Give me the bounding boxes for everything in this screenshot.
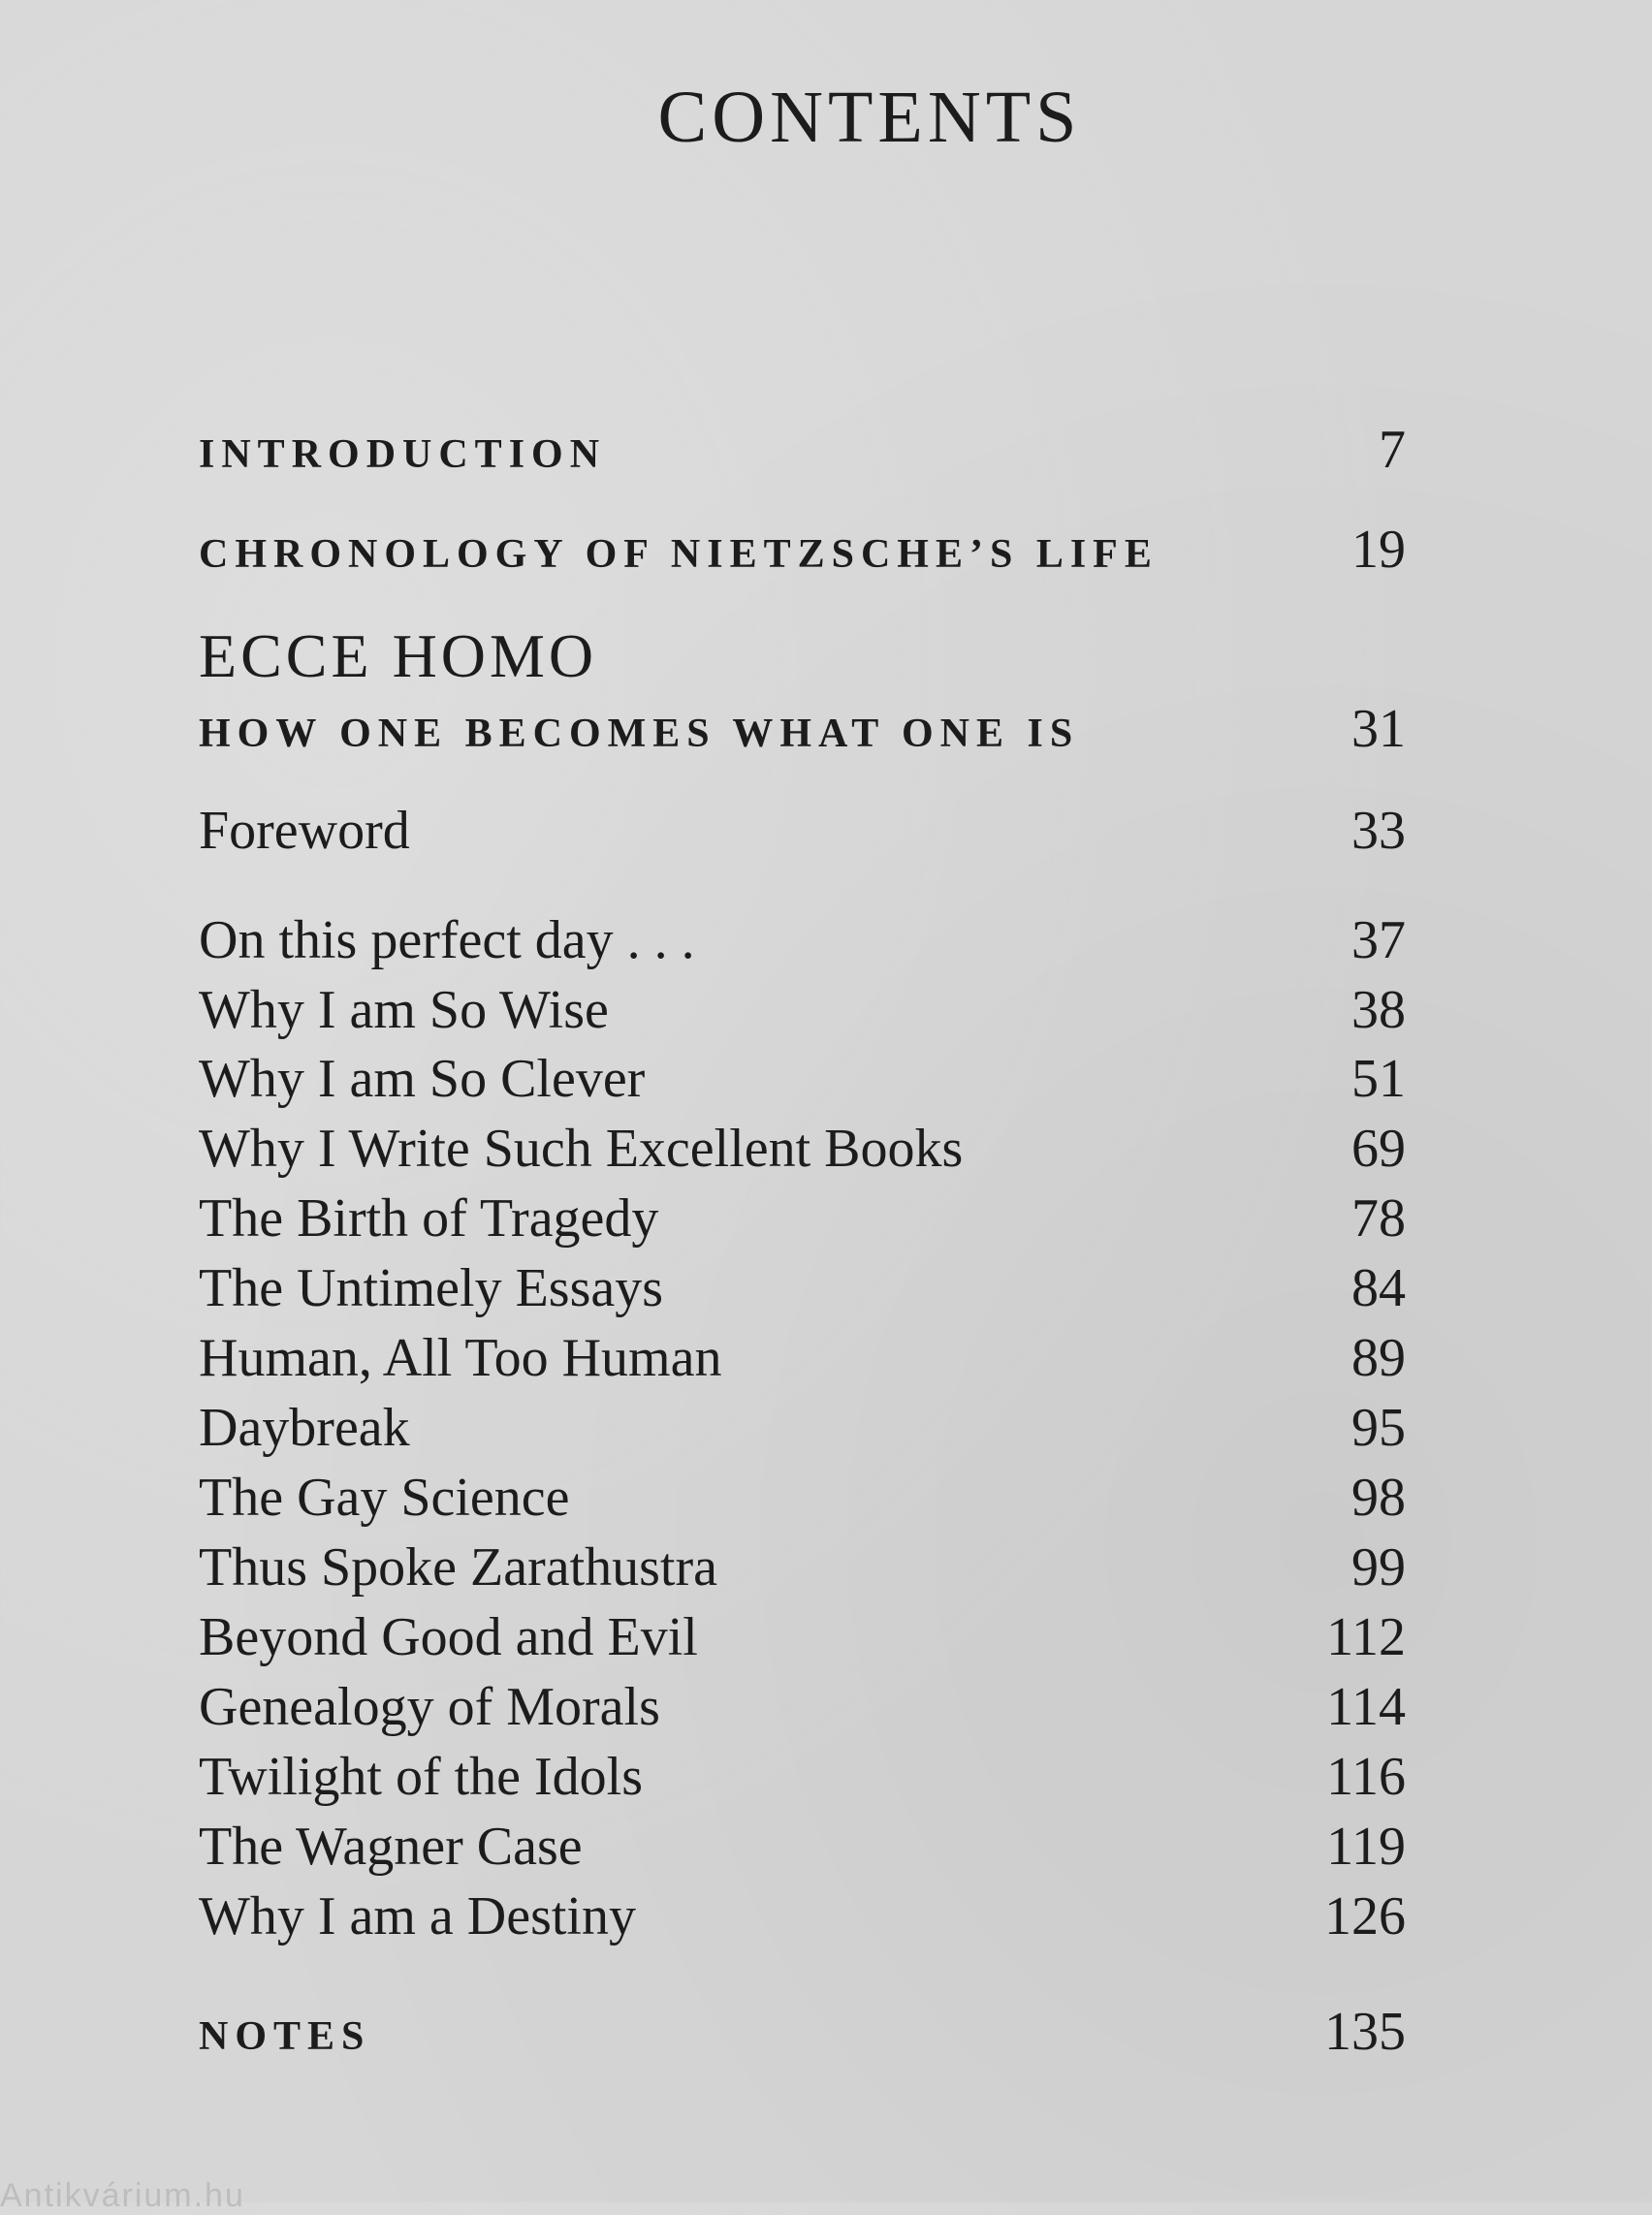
toc-entry-page: 99 xyxy=(1351,1537,1406,1598)
page-title: CONTENTS xyxy=(657,77,1082,158)
toc-entry-page: 19 xyxy=(1351,520,1406,580)
toc-entry-notes[interactable] xyxy=(199,2001,1406,2063)
toc-entry-chapter[interactable] xyxy=(199,1467,1406,1529)
toc-entry-label: Why I am So Wise xyxy=(199,980,609,1040)
toc-entry-label: CHRONOLOGY OF NIETZSCHE’S LIFE xyxy=(199,532,1159,577)
toc-entry-introduction[interactable] xyxy=(199,419,1406,481)
toc-entry-page: 31 xyxy=(1351,699,1406,759)
toc-entry-chronology[interactable] xyxy=(199,519,1406,581)
toc-entry-label: Daybreak xyxy=(199,1398,410,1458)
part-title: ECCE HOMO xyxy=(199,621,598,690)
toc-entry-page: 98 xyxy=(1351,1468,1406,1528)
toc-entry-page: 126 xyxy=(1324,1886,1406,1946)
toc-entry-page: 119 xyxy=(1326,1817,1406,1877)
toc-entry-page: 51 xyxy=(1351,1049,1406,1109)
toc-entry-label: The Wagner Case xyxy=(199,1817,583,1877)
toc-entry-chapter[interactable] xyxy=(199,979,1406,1041)
toc-entry-label: HOW ONE BECOMES WHAT ONE IS xyxy=(199,712,1080,756)
watermark: Antikvárium.hu xyxy=(0,2177,245,2214)
toc-entry-label: Human, All Too Human xyxy=(199,1328,722,1388)
toc-entry-chapter[interactable] xyxy=(199,1676,1406,1738)
toc-entry-label: NOTES xyxy=(199,2014,371,2059)
toc-entry-page: 114 xyxy=(1326,1677,1406,1737)
toc-entry-chapter[interactable] xyxy=(199,1606,1406,1668)
toc-entry-part-subtitle[interactable] xyxy=(199,698,1406,760)
toc-entry-page: 78 xyxy=(1351,1188,1406,1249)
toc-entry-chapter[interactable] xyxy=(199,1048,1406,1110)
toc-entry-label: Beyond Good and Evil xyxy=(199,1607,698,1667)
toc-entry-page: 37 xyxy=(1351,910,1406,970)
toc-entry-chapter[interactable] xyxy=(199,1327,1406,1389)
toc-entry-chapter[interactable] xyxy=(199,1816,1406,1878)
toc-entry-label: Foreword xyxy=(199,801,410,861)
toc-entry-label: The Untimely Essays xyxy=(199,1258,664,1318)
toc-entry-label: Why I am a Destiny xyxy=(199,1886,636,1946)
toc-entry-chapter[interactable] xyxy=(199,909,1406,971)
toc-entry-page: 89 xyxy=(1351,1328,1406,1388)
toc-entry-chapter[interactable] xyxy=(199,1536,1406,1598)
toc-entry-foreword[interactable] xyxy=(199,800,1406,862)
toc-entry-chapter[interactable] xyxy=(199,1118,1406,1180)
toc-entry-page: 33 xyxy=(1351,801,1406,861)
toc-entry-page: 69 xyxy=(1351,1119,1406,1179)
toc-entry-page: 84 xyxy=(1351,1258,1406,1318)
toc-entry-label: Why I Write Such Excellent Books xyxy=(199,1119,964,1179)
toc-entry-label: The Gay Science xyxy=(199,1468,570,1528)
toc-entry-page: 95 xyxy=(1351,1398,1406,1458)
toc-entry-label: Thus Spoke Zarathustra xyxy=(199,1537,717,1598)
toc-entry-chapter[interactable] xyxy=(199,1187,1406,1250)
toc-entry-page: 7 xyxy=(1379,420,1406,480)
toc-entry-label: Genealogy of Morals xyxy=(199,1677,660,1737)
toc-entry-label: Twilight of the Idols xyxy=(199,1747,644,1807)
toc-entry-chapter[interactable] xyxy=(199,1746,1406,1808)
toc-entry-label: Why I am So Clever xyxy=(199,1049,646,1109)
toc-entry-page: 38 xyxy=(1351,980,1406,1040)
toc-entry-chapter[interactable] xyxy=(199,1257,1406,1319)
toc-entry-label: The Birth of Tragedy xyxy=(199,1188,659,1249)
toc-entry-page: 135 xyxy=(1324,2002,1406,2062)
toc-entry-page: 112 xyxy=(1326,1607,1406,1667)
toc-entry-chapter[interactable] xyxy=(199,1397,1406,1459)
toc-entry-chapter[interactable] xyxy=(199,1885,1406,1947)
toc-entry-page: 116 xyxy=(1326,1747,1406,1807)
toc-entry-label: INTRODUCTION xyxy=(199,432,607,477)
toc-entry-label: On this perfect day . . . xyxy=(199,910,695,970)
